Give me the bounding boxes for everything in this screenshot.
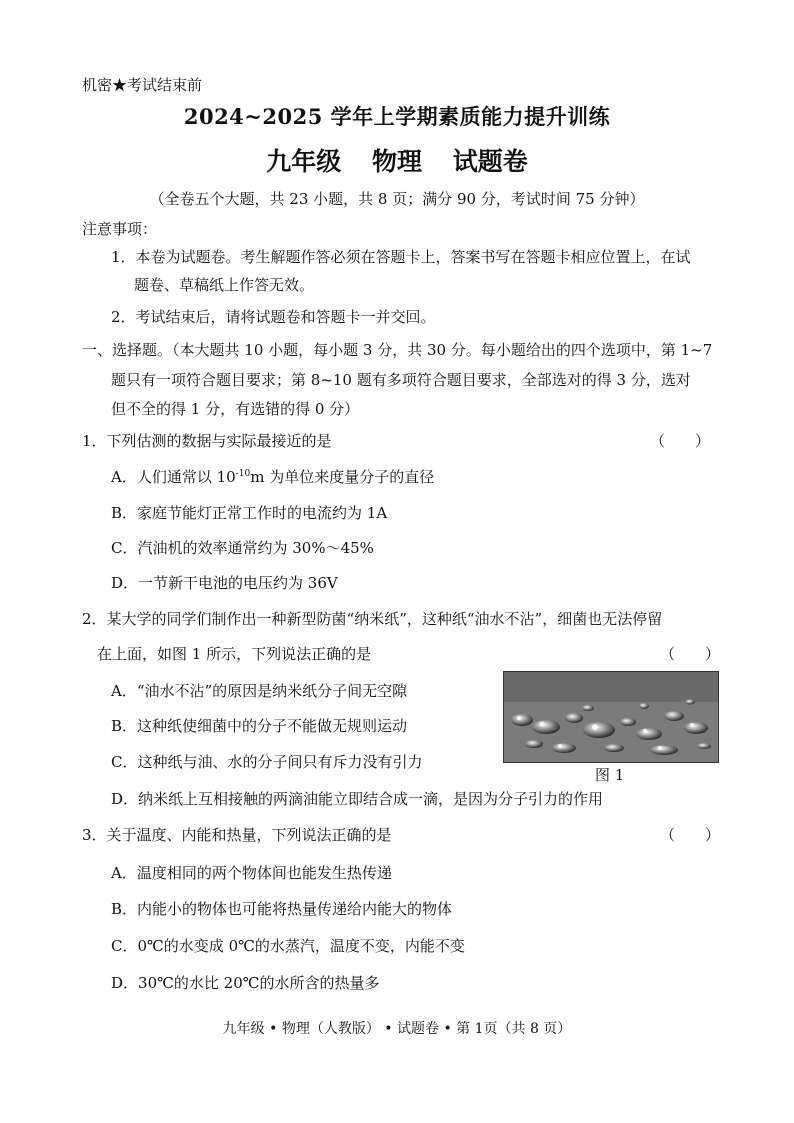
- question-2-stem-cont: 在上面，如图 1 所示，下列说法正确的是: [97, 645, 372, 663]
- question-2-option-a: A．“油水不沾”的原因是纳米纸分子间无空隙: [111, 682, 408, 700]
- grade-label: 九年级: [266, 147, 342, 176]
- question-2-answer-blank: （ ）: [660, 645, 721, 663]
- question-3-answer-blank: （ ）: [660, 826, 721, 844]
- section-instructions-cont: 但不全的得 1 分，有选错的得 0 分）: [111, 400, 360, 418]
- question-1-option-d: D．一节新干电池的电压约为 36V: [111, 574, 338, 592]
- notes-heading: 注意事项：: [82, 220, 158, 238]
- question-3-option-b: B．内能小的物体也可能将热量传递给内能大的物体: [111, 900, 453, 918]
- section-instructions: 题只有一项符合题目要求；第 8~10 题有多项符合题目要求，全部选对的得 3 分，选对: [111, 371, 691, 389]
- exam-subtitle: [0, 142, 794, 178]
- question-1-stem: 1．下列估测的数据与实际最接近的是: [82, 432, 332, 450]
- question-2-stem: 2．某大学的同学们制作出一种新型防菌“纳米纸”，这种纸“油水不沾”，细菌也无法停留: [82, 610, 663, 628]
- section-heading: 一、选择题。（本大题共 10 小题，每小题 3 分，共 30 分。每小题给出的四个选项中，第 1~7: [82, 341, 713, 359]
- question-2-option-c: C．这种纸与油、水的分子间只有斥力没有引力: [111, 753, 423, 771]
- note-item-2: 2．考试结束后，请将试题卷和答题卡一并交回。: [111, 308, 436, 326]
- figure-1-caption: 图 1: [595, 766, 625, 784]
- nano-paper-droplets-image: [503, 671, 719, 763]
- question-3-option-c: C．0℃的水变成 0℃的水蒸汽，温度不变，内能不变: [111, 937, 465, 955]
- paper-label: 试题卷: [452, 147, 528, 176]
- question-2-option-d: D．纳米纸上互相接触的两滴油能立即结合成一滴，是因为分子引力的作用: [111, 790, 604, 808]
- question-3-option-d: D．30℃的水比 20℃的水所含的热量多: [111, 974, 380, 992]
- exponent: -10: [235, 469, 251, 479]
- exam-title: 2024~2025 学年上学期素质能力提升训练: [183, 104, 611, 129]
- note-item-1: 1．本卷为试题卷。考生解题作答必须在答题卡上，答案书写在答题卡相应位置上，在试: [111, 248, 691, 266]
- question-2-option-b: B．这种纸使细菌中的分子不能做无规则运动: [111, 717, 408, 735]
- option-a-text: A．人们通常以 10: [111, 468, 236, 486]
- option-a-text-end: m 为单位来度量分子的直径: [250, 468, 435, 486]
- note-item-1-cont: 题卷、草稿纸上作答无效。: [134, 276, 315, 294]
- question-1-option-a: [111, 466, 434, 487]
- question-1-option-b: B．家庭节能灯正常工作时的电流约为 1A: [111, 504, 388, 522]
- question-3-stem: 3．关于温度、内能和热量，下列说法正确的是: [82, 826, 392, 844]
- question-1-option-c: C．汽油机的效率通常约为 30%～45%: [111, 539, 374, 557]
- subject-label: 物理: [371, 147, 422, 176]
- confidential-label: 机密★考试结束前: [82, 76, 203, 94]
- page-footer: 九年级 • 物理（人教版） • 试题卷 • 第 1页（共 8 页）: [222, 1021, 572, 1037]
- question-3-option-a: A．温度相同的两个物体间也能发生热传递: [111, 864, 392, 882]
- question-1-answer-blank: （ ）: [650, 432, 711, 450]
- exam-info: （全卷五个大题，共 23 小题，共 8 页；满分 90 分，考试时间 75 分钟）: [149, 190, 645, 208]
